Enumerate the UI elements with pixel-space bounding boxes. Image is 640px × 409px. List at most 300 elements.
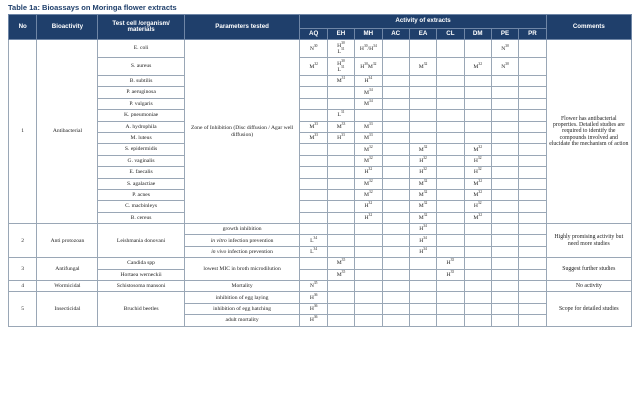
activity-cell (464, 167, 491, 178)
activity-cell (327, 201, 354, 212)
activity-cell (355, 167, 382, 178)
table-row (9, 87, 632, 98)
comment-cell: Highly promising activity but need more studies (546, 224, 631, 258)
activity-cell (437, 246, 464, 257)
activity-cell (300, 167, 327, 178)
activity-cell (409, 315, 436, 326)
activity-cell (491, 292, 518, 303)
activity-cell (437, 281, 464, 292)
activity-value: $H^{36}$ (309, 292, 318, 301)
activity-cell (464, 40, 491, 58)
activity-cell (464, 212, 491, 223)
activity-value: $H^{34}$ (364, 76, 373, 85)
activity-cell (327, 269, 354, 280)
activity-cell (491, 121, 518, 132)
activity-cell (327, 303, 354, 314)
activity-cell (409, 76, 436, 87)
organism-cell: S. aureus (98, 58, 184, 76)
activity-value: $M^{32}$ (473, 190, 482, 199)
activity-cell (409, 303, 436, 314)
activity-value: $H^{35}$ (446, 258, 455, 267)
table-row (9, 167, 632, 178)
activity-value: $N^{35}$ (309, 281, 318, 290)
activity-cell (355, 224, 382, 235)
organism-cell: K. pneumoniae (98, 110, 184, 121)
activity-value: $M^{32}$ (364, 190, 373, 199)
activity-cell (491, 40, 518, 58)
activity-cell (519, 292, 546, 303)
table-row (9, 178, 632, 189)
activity-cell (519, 58, 546, 76)
activity-cell (464, 292, 491, 303)
organism-cell: A. hydrophila (98, 121, 184, 132)
activity-cell (382, 303, 409, 314)
activity-cell (464, 178, 491, 189)
activity-cell (355, 58, 382, 76)
activity-cell (519, 144, 546, 155)
activity-cell (409, 246, 436, 257)
activity-cell (382, 144, 409, 155)
activity-cell (491, 212, 518, 223)
activity-cell (437, 189, 464, 200)
activity-cell (382, 98, 409, 109)
organism-cell: P. vulgaris (98, 98, 184, 109)
activity-cell (437, 98, 464, 109)
header-extract-ac: AC (382, 29, 409, 40)
activity-cell (464, 98, 491, 109)
activity-cell (355, 212, 382, 223)
activity-value: $N^{30}$ (501, 61, 509, 70)
table-row (9, 292, 632, 303)
activity-cell (300, 58, 327, 76)
activity-value: $M^{32}$ (473, 213, 482, 221)
activity-value: $H^{36}$ (309, 315, 318, 324)
organism-cell: M. luteus (98, 132, 184, 143)
activity-cell (519, 98, 546, 109)
activity-cell (437, 121, 464, 132)
activity-cell (327, 281, 354, 292)
activity-cell (300, 189, 327, 200)
activity-value: $H^{32}$ (473, 201, 482, 210)
activity-cell (464, 303, 491, 314)
activity-cell (300, 269, 327, 280)
bioactivity-cell: Anti protozoan (37, 224, 98, 258)
activity-cell (464, 110, 491, 121)
activity-cell (382, 246, 409, 257)
header-parameters: Parameters tested (184, 15, 300, 40)
activity-cell (355, 246, 382, 257)
activity-cell (491, 315, 518, 326)
activity-cell (327, 58, 354, 76)
activity-cell (464, 87, 491, 98)
header-extract-mh: MH (355, 29, 382, 40)
activity-cell (491, 58, 518, 76)
activity-cell (437, 224, 464, 235)
parameter-cell: growth inhibition (184, 224, 300, 235)
activity-cell (300, 258, 327, 269)
activity-cell (491, 155, 518, 166)
parameter-cell: adult mortality (184, 315, 300, 326)
activity-cell (382, 224, 409, 235)
activity-cell (327, 258, 354, 269)
activity-value: $M^{33}$ (364, 133, 373, 142)
activity-value: $M^{32}$ (309, 61, 318, 70)
activity-cell (355, 155, 382, 166)
organism-cell: S. epidermidis (98, 144, 184, 155)
parameter-cell: in vitro infection prevention (184, 235, 300, 246)
activity-value: $H^{30}M^{32}$ (360, 61, 377, 70)
activity-cell (464, 155, 491, 166)
table-row (9, 269, 632, 280)
activity-value: $H^{34}$ (419, 247, 427, 256)
activity-cell (437, 144, 464, 155)
activity-cell (327, 224, 354, 235)
activity-cell (382, 40, 409, 58)
activity-cell (409, 269, 436, 280)
activity-value: $M^{32}$ (473, 178, 482, 187)
activity-cell (327, 110, 354, 121)
header-extract-eh: EH (327, 29, 354, 40)
activity-value: $M^{32}$ (364, 144, 373, 153)
activity-cell (409, 98, 436, 109)
activity-cell (300, 224, 327, 235)
activity-value: $L^{34}$ (310, 247, 318, 256)
activity-cell (409, 144, 436, 155)
activity-cell (464, 315, 491, 326)
activity-cell (464, 121, 491, 132)
activity-cell (437, 303, 464, 314)
activity-cell (355, 76, 382, 87)
header-extract-aq: AQ (300, 29, 327, 40)
activity-cell (409, 155, 436, 166)
header-no: No (9, 15, 37, 40)
activity-cell (491, 303, 518, 314)
activity-value: $M^{33}$ (309, 121, 318, 130)
activity-value: $H^{32}$ (364, 201, 373, 210)
activity-value: $M^{32}$ (418, 61, 428, 70)
activity-cell (409, 189, 436, 200)
row-number: 3 (9, 258, 37, 281)
comment-cell: Suggest further studies (546, 258, 631, 281)
activity-value: $M^{33}$ (336, 121, 346, 130)
header-comments: Comments (546, 15, 631, 40)
activity-cell (437, 87, 464, 98)
activity-cell (409, 40, 436, 58)
activity-cell (491, 87, 518, 98)
table-row (9, 58, 632, 76)
activity-cell (300, 132, 327, 143)
activity-cell (355, 110, 382, 121)
activity-value: $L^{31}$ (337, 64, 345, 73)
activity-value: $H^{32}$ (473, 156, 482, 164)
activity-cell (355, 201, 382, 212)
activity-cell (300, 303, 327, 314)
activity-cell (355, 121, 382, 132)
activity-cell (491, 132, 518, 143)
activity-value: $H^{36}$ (309, 304, 318, 312)
activity-cell (382, 87, 409, 98)
activity-cell (437, 292, 464, 303)
bioactivity-cell: Antibacterial (37, 40, 98, 224)
activity-cell (437, 132, 464, 143)
activity-cell (464, 281, 491, 292)
parameter-cell: Zone of Inhibition (Disc diffusion / Agar well diffusion) (184, 40, 300, 224)
activity-cell (355, 292, 382, 303)
activity-cell (491, 281, 518, 292)
organism-cell: E. coli (98, 40, 184, 58)
table-row (9, 224, 632, 235)
activity-cell (464, 76, 491, 87)
activity-cell (382, 189, 409, 200)
organism-cell: Schistosoma mansoni (98, 281, 184, 292)
comment-cell: Scope for detailed studies (546, 292, 631, 326)
activity-cell (464, 132, 491, 143)
activity-cell (409, 178, 436, 189)
activity-cell (491, 258, 518, 269)
activity-cell (409, 224, 436, 235)
activity-cell (437, 201, 464, 212)
activity-cell (300, 40, 327, 58)
activity-cell (355, 258, 382, 269)
parameter-cell: in vivo infection prevention (184, 246, 300, 257)
activity-cell (327, 76, 354, 87)
activity-cell (327, 246, 354, 257)
activity-cell (491, 144, 518, 155)
activity-cell (491, 201, 518, 212)
activity-cell (437, 76, 464, 87)
table-caption: Table 1a: Bioassays on Moringa flower extracts (8, 3, 177, 12)
activity-value: $N^{30}$ (309, 43, 318, 52)
organism-cell: E. faecalis (98, 167, 184, 178)
table-row (9, 144, 632, 155)
activity-cell (519, 178, 546, 189)
activity-value: $H^{35}$ (446, 269, 455, 278)
activity-value: $M^{32}$ (418, 178, 428, 187)
organism-cell: G. vaginalis (98, 155, 184, 166)
activity-cell (382, 269, 409, 280)
activity-cell (491, 167, 518, 178)
activity-value: $M^{35}$ (336, 269, 346, 278)
table-row (9, 76, 632, 87)
activity-cell (327, 144, 354, 155)
row-number: 5 (9, 292, 37, 326)
activity-value: $M^{32}$ (473, 144, 482, 153)
row-number: 2 (9, 224, 37, 258)
activity-cell (409, 201, 436, 212)
activity-cell (355, 269, 382, 280)
activity-cell (491, 98, 518, 109)
activity-cell (437, 212, 464, 223)
activity-cell (382, 258, 409, 269)
activity-cell (409, 110, 436, 121)
activity-cell (382, 212, 409, 223)
activity-cell (300, 87, 327, 98)
table-row (9, 110, 632, 121)
activity-cell (519, 155, 546, 166)
activity-cell (464, 58, 491, 76)
organism-cell: P. acnes (98, 189, 184, 200)
activity-value: $L^{31}$ (337, 110, 345, 119)
activity-cell (409, 87, 436, 98)
activity-value: $M^{33}$ (364, 121, 373, 130)
activity-cell (382, 58, 409, 76)
activity-cell (355, 303, 382, 314)
activity-value: $M^{34}$ (364, 87, 373, 96)
activity-cell (327, 98, 354, 109)
activity-cell (300, 144, 327, 155)
organism-cell: P. aeruginosa (98, 87, 184, 98)
activity-cell (327, 189, 354, 200)
activity-cell (491, 110, 518, 121)
activity-cell (519, 224, 546, 235)
table-row (9, 40, 632, 58)
activity-cell (355, 189, 382, 200)
parameter-cell: lowest MIC in broth microdilution (184, 258, 300, 281)
activity-cell (355, 178, 382, 189)
activity-cell (519, 246, 546, 257)
activity-cell (409, 212, 436, 223)
bioactivity-cell: Antifungal (37, 258, 98, 281)
activity-value: $H^{30}$ (337, 40, 345, 49)
activity-cell (300, 155, 327, 166)
activity-value: $H^{30}/H^{34}$ (359, 43, 377, 52)
activity-cell (464, 201, 491, 212)
organism-cell: C. macbinleys (98, 201, 184, 212)
comment-cell: Flower has antibacterial properties. Detailed studies are required to identify the compounds involved and elucidate the mechanism of action (546, 40, 631, 224)
activity-cell (300, 235, 327, 246)
activity-cell (519, 189, 546, 200)
header-extract-ea: EA (409, 29, 436, 40)
comment-cell: No activity (546, 281, 631, 292)
activity-cell (409, 258, 436, 269)
activity-value: $H^{32}$ (473, 167, 482, 176)
activity-cell (519, 110, 546, 121)
table-header (9, 15, 632, 40)
activity-cell (491, 224, 518, 235)
table-row (9, 201, 632, 212)
activity-cell (519, 281, 546, 292)
activity-value: $N^{30}$ (501, 43, 509, 52)
header-test-cell: Test cell /organism/ materials (98, 15, 184, 40)
activity-value: $M^{32}$ (418, 213, 428, 221)
activity-cell (327, 212, 354, 223)
activity-cell (519, 212, 546, 223)
activity-cell (327, 121, 354, 132)
activity-cell (382, 76, 409, 87)
activity-cell (437, 258, 464, 269)
activity-cell (327, 40, 354, 58)
activity-cell (409, 281, 436, 292)
table-row (9, 132, 632, 143)
activity-cell (437, 58, 464, 76)
activity-value: $M^{32}$ (364, 178, 373, 187)
activity-cell (300, 201, 327, 212)
table-row (9, 121, 632, 132)
activity-cell (355, 315, 382, 326)
activity-cell (355, 98, 382, 109)
table-row (9, 98, 632, 109)
activity-cell (327, 87, 354, 98)
activity-cell (300, 76, 327, 87)
activity-cell (382, 315, 409, 326)
activity-cell (382, 110, 409, 121)
table-body (9, 40, 632, 327)
activity-cell (464, 189, 491, 200)
table-row (9, 281, 632, 292)
activity-cell (491, 189, 518, 200)
activity-cell (409, 121, 436, 132)
organism-cell: B. subtilis (98, 76, 184, 87)
activity-cell (300, 315, 327, 326)
activity-value: $M^{32}$ (364, 156, 373, 164)
activity-value: $M^{34}$ (364, 99, 373, 107)
activity-cell (382, 121, 409, 132)
activity-value: $H^{30}$ (337, 58, 345, 67)
bioactivity-cell: Wormicidal (37, 281, 98, 292)
activity-cell (437, 110, 464, 121)
activity-cell (300, 292, 327, 303)
parameter-cell: inhibition of egg hatching (184, 303, 300, 314)
activity-value: $M^{32}$ (418, 144, 428, 153)
activity-value: $M^{35}$ (336, 258, 346, 267)
activity-cell (382, 167, 409, 178)
activity-cell (519, 76, 546, 87)
activity-cell (355, 235, 382, 246)
activity-cell (355, 281, 382, 292)
activity-value: $H^{34}$ (419, 235, 427, 244)
activity-value: $M^{31}$ (336, 76, 346, 85)
bioactivity-cell: Insecticidal (37, 292, 98, 326)
organism-cell: Hortaea werneckii (98, 269, 184, 280)
activity-cell (519, 315, 546, 326)
activity-cell (300, 110, 327, 121)
activity-cell (327, 155, 354, 166)
activity-cell (300, 98, 327, 109)
row-number: 1 (9, 40, 37, 224)
activity-value: $L^{34}$ (310, 235, 318, 244)
organism-cell: Candida spp (98, 258, 184, 269)
activity-cell (519, 269, 546, 280)
activity-value: $H^{32}$ (364, 167, 373, 176)
activity-cell (464, 235, 491, 246)
activity-cell (519, 87, 546, 98)
activity-cell (437, 235, 464, 246)
activity-cell (300, 246, 327, 257)
activity-cell (355, 144, 382, 155)
table-row (9, 189, 632, 200)
activity-cell (437, 155, 464, 166)
activity-cell (327, 292, 354, 303)
activity-cell (437, 167, 464, 178)
organism-cell: S. agalactiae (98, 178, 184, 189)
header-extract-pr: PR (519, 29, 546, 40)
activity-cell (300, 121, 327, 132)
activity-cell (409, 58, 436, 76)
activity-cell (300, 212, 327, 223)
activity-cell (409, 235, 436, 246)
activity-cell (409, 167, 436, 178)
activity-cell (464, 269, 491, 280)
activity-cell (464, 246, 491, 257)
activity-value: $H^{33}$ (337, 133, 345, 142)
activity-value: $H^{32}$ (419, 167, 427, 176)
row-number: 4 (9, 281, 37, 292)
activity-cell (327, 178, 354, 189)
activity-cell (464, 144, 491, 155)
organism-cell: Leishmania donovani (98, 224, 184, 258)
activity-cell (355, 132, 382, 143)
header-extract-dm: DM (464, 29, 491, 40)
